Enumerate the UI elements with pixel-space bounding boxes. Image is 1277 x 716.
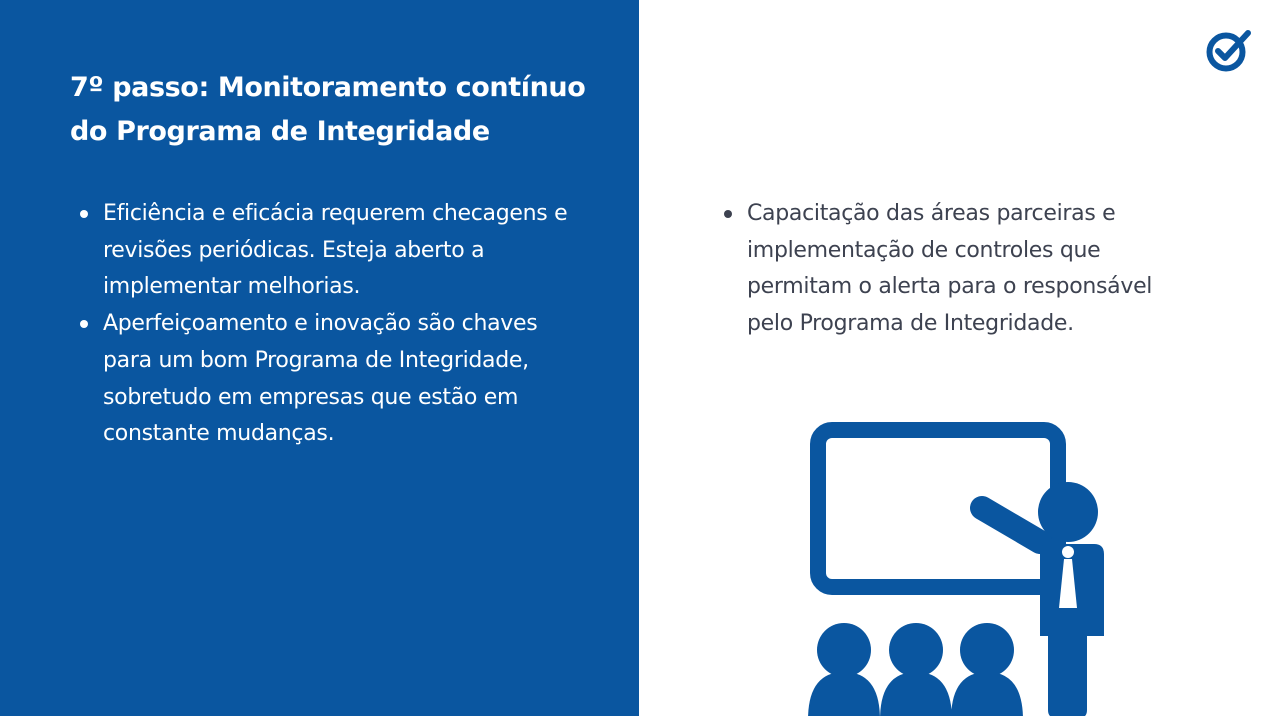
left-bullet-1: Eficiência e eficácia requerem checagens e revisões periódicas. Esteja aberto a implementar melhorias. (70, 196, 590, 306)
presenter-audience-icon (800, 420, 1120, 716)
left-bullet-list (70, 196, 590, 453)
audience-head-1 (817, 623, 871, 677)
audience-body-3 (951, 672, 1023, 716)
audience-body-1 (808, 672, 880, 716)
whiteboard-shape (818, 430, 1058, 587)
slide-title: 7º passo: Monitoramento contínuo do Programa de Integridade (70, 72, 586, 147)
audience-head-2 (889, 623, 943, 677)
tie-knot (1062, 546, 1074, 558)
right-bullet-1: Capacitação das áreas parceiras e implementação de controles que permitam o alerta para o responsável pelo Programa de Integridade. (714, 196, 1204, 343)
presenter-head (1038, 482, 1098, 542)
presenter-arm (982, 508, 1040, 542)
left-bullet-2: Aperfeiçoamento e inovação são chaves para um bom Programa de Integridade, sobretudo em empresas que estão em constante mudanças. (70, 306, 590, 453)
audience-body-2 (880, 672, 952, 716)
audience-head-3 (960, 623, 1014, 677)
check-circle-icon (1204, 24, 1254, 74)
right-bullet-list (714, 196, 1204, 343)
